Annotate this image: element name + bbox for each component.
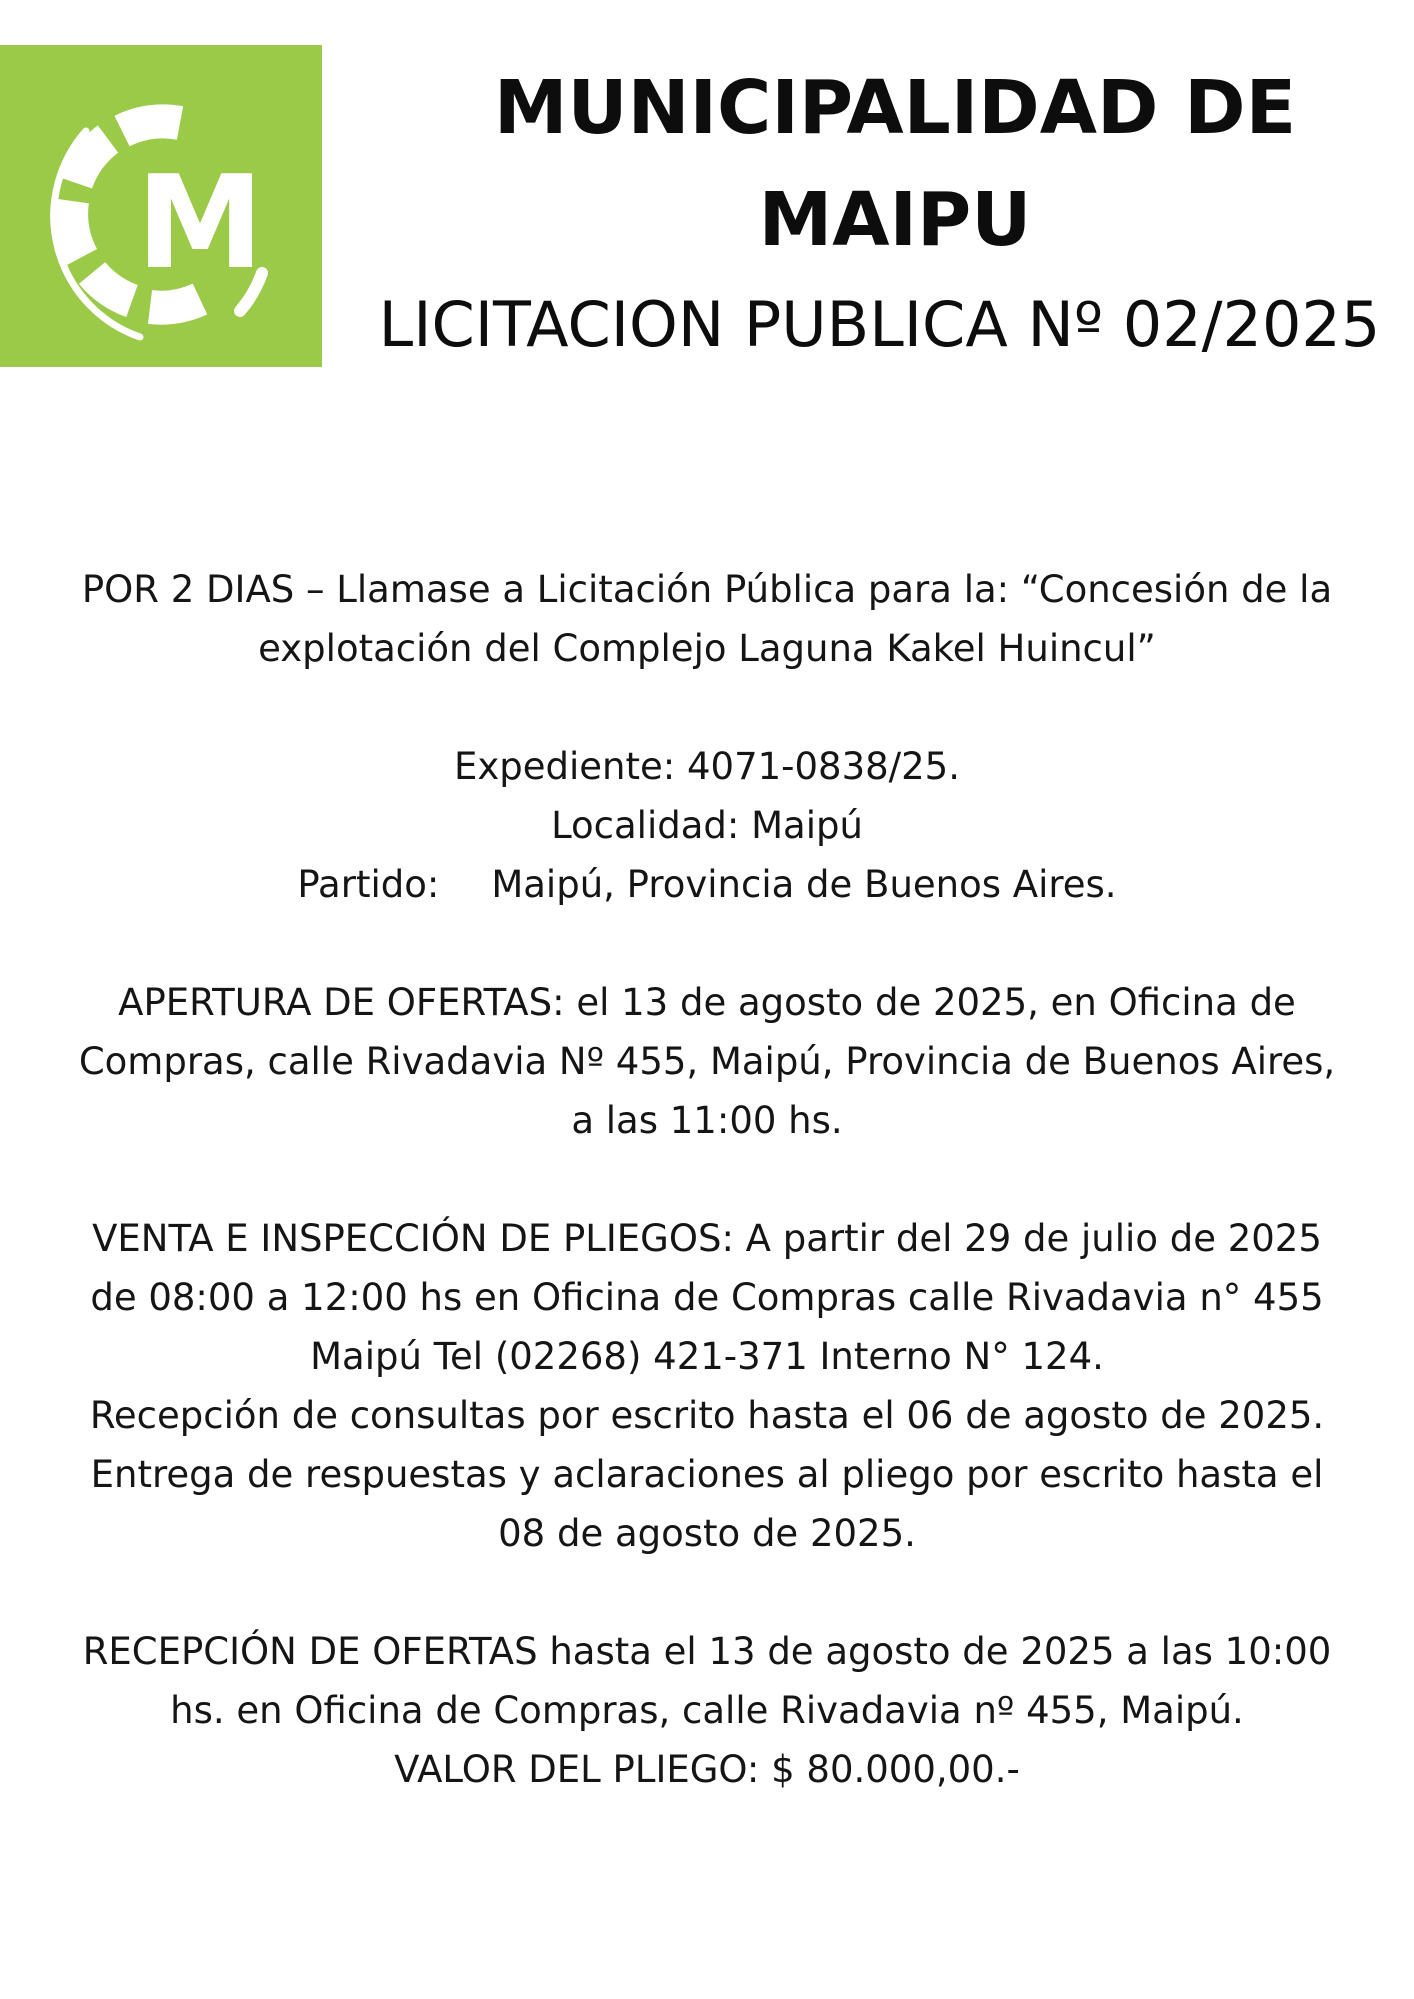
spacer: [20, 1150, 1394, 1209]
spacer: [20, 914, 1394, 973]
partido-line: [20, 855, 1394, 914]
partido-value: Maipú, Provincia de Buenos Aires.: [491, 863, 1117, 906]
localidad-line: Localidad: Maipú: [551, 804, 863, 847]
notice-body: [20, 560, 1394, 1799]
respuestas-line-1: Entrega de respuestas y aclaraciones al pliego por escrito hasta el: [90, 1453, 1324, 1496]
venta-line-3: Maipú Tel (02268) 421-371 Interno N° 124.: [310, 1335, 1104, 1378]
header-title-line1: MUNICIPALIDAD DE: [493, 65, 1297, 151]
municipality-logo: [0, 45, 322, 367]
svg-text:M: M: [136, 149, 264, 298]
expediente-line: Expediente: 4071-0838/25.: [454, 745, 960, 788]
venta-line-2: de 08:00 a 12:00 hs en Oficina de Compras calle Rivadavia n° 455: [90, 1276, 1324, 1319]
apertura-line-1: APERTURA DE OFERTAS: el 13 de agosto de 2025, en Oficina de: [118, 981, 1296, 1024]
valor-line: VALOR DEL PLIEGO: $ 80.000,00.-: [394, 1748, 1020, 1791]
apertura-line-2: Compras, calle Rivadavia Nº 455, Maipú, Provincia de Buenos Aires,: [78, 1040, 1336, 1083]
spacer: [20, 1563, 1394, 1622]
partido-label: Partido:: [297, 863, 440, 906]
recepcion-line-1: RECEPCIÓN DE OFERTAS hasta el 13 de agosto de 2025 a las 10:00: [82, 1630, 1332, 1673]
tender-number-title: LICITACION PUBLICA Nº 02/2025: [378, 288, 1381, 361]
municipality-logo-icon: [0, 45, 322, 367]
consultas-line: Recepción de consultas por escrito hasta el 06 de agosto de 2025.: [89, 1394, 1325, 1437]
header-title-line2: MAIPU: [758, 177, 1032, 263]
intro-line-1: POR 2 DIAS – Llamase a Licitación Pública para la: “Concesión de la: [81, 568, 1333, 611]
intro-line-2: explotación del Complejo Laguna Kakel Huincul”: [258, 627, 1156, 670]
recepcion-line-2: hs. en Oficina de Compras, calle Rivadavia nº 455, Maipú.: [170, 1689, 1244, 1732]
spacer: [20, 678, 1394, 737]
apertura-line-3: a las 11:00 hs.: [571, 1099, 843, 1142]
header-title: [420, 52, 1370, 276]
venta-line-1: VENTA E INSPECCIÓN DE PLIEGOS: A partir del 29 de julio de 2025: [92, 1217, 1322, 1260]
respuestas-line-2: 08 de agosto de 2025.: [498, 1512, 916, 1555]
